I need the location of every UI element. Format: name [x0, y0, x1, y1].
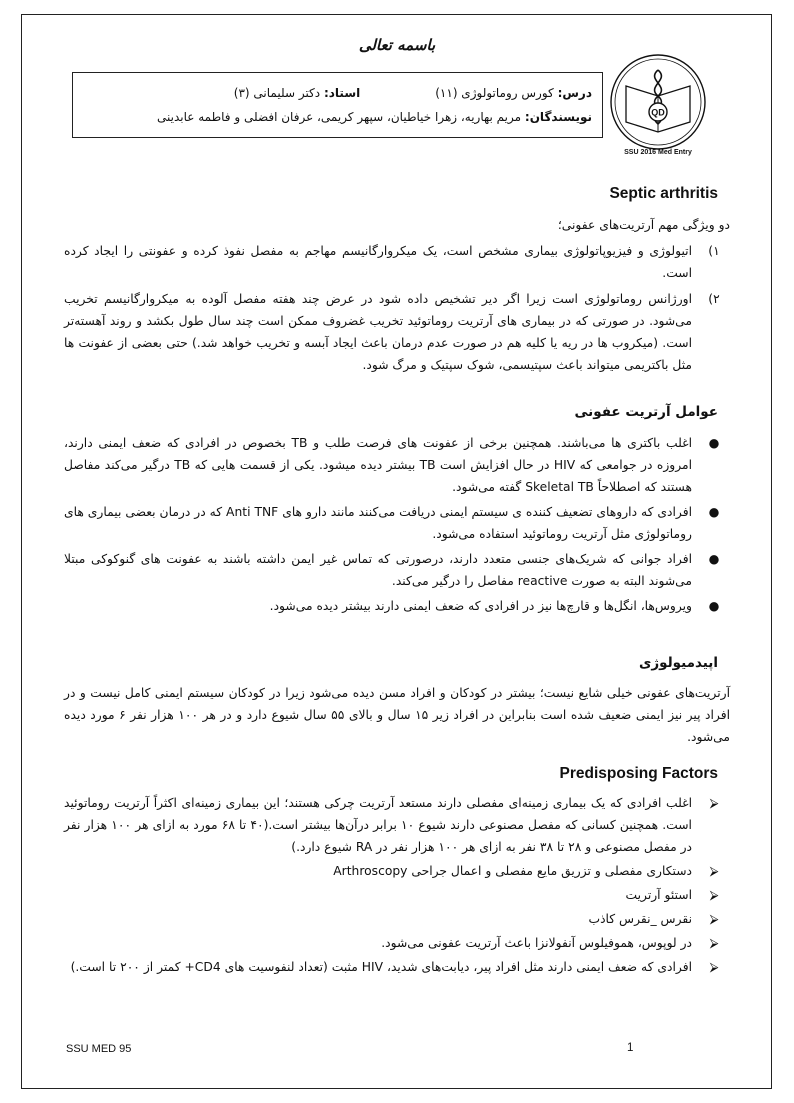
page-number: 1: [627, 1042, 634, 1054]
logo-caption: SSU 2016 Med Entry: [624, 149, 692, 156]
item-text: اغلب افرادی که یک بیماری زمینه‌ای مفصلی دارند مستعد آرتریت چرکی هستند؛ این بیماری زمینه‌ای اکثراً آرتریت روماتوئید است. همچنین کسانی که مفصل مصنوعی دارند شیوع ۱۰ برابر درآن‌ها بیشتر است.(۴۰ تا ۶۸ مورد به ازای هر ۱۰۰ هزار نفر در مفصل مصنوعی و ۲۸ تا ۳۸ نفر به ازای هر ۱۰۰ هزار نفر در RA شیوع دارد.): [64, 796, 692, 854]
item-text: افرادی که ضعف ایمنی دارند مثل افراد پیر، دیابت‌های شدید، HIV مثبت (تعداد لنفوسیت های CD4+ کمتر از ۲۰۰ تا است.): [70, 960, 692, 974]
item-text: در لوپوس، هموفیلوس آنفولانزا باعث آرتریت عفونی می‌شود.: [381, 936, 692, 950]
epidemiology-text: آرتریت‌های عفونی خیلی شایع نیست؛ بیشتر در کودکان و افراد مسن دیده می‌شود زیرا در کودکان سیستم ایمنی کامل نیست و در افراد پیر نیز ایمنی ضعیف شده است بنابراین در افراد زیر ۱۵ سال و بالای ۵۵ سال شیوع دارد و در هر ۱۰۰ هزار نفر ۶ مورد دیده می‌شود.: [64, 686, 731, 744]
arrow-bullet-icon: ⮚: [709, 888, 719, 902]
teacher-value: دکتر سلیمانی (۳): [233, 86, 321, 100]
list-item: [64, 860, 730, 882]
item-text: اورژانس روماتولوژی است زیرا اگر دیر تشخیص داده شود در عرض چند هفته مفصل آلوده به میکروارگانیسم تخریب می‌شود. در صورتی که در بیماری های آرتریت روماتوئید تخریب غضروف ممکن است چند سال طول بکشد و روند آهسته‌تر است. (میکروب ها در ریه یا کلیه هم در صورت عدم درمان باعث ایجاد آبسه و تخریب خواهد شد.) حتی بعضی از عفونت ها مثل باکتریمی میتواند باعث سپتیسمی، شوک سپتیک و مرگ شود.: [64, 292, 692, 372]
footer-label: SSU MED 95: [66, 1043, 132, 1055]
item-text: اغلب باکتری ها می‌باشند. همچنین برخی از عفونت های فرصت طلب و TB بخصوص در افرادی که ضعف ایمنی دارند، امروزه در جوامعی که HIV در حال افزایش است TB بیشتر دیده میشود. یکی از قسمت هایی که TB درگیر می‌کند مفاصل هستند که اصطلاحاً Skeletal TB گفته می‌شود.: [64, 436, 693, 494]
bullet-icon: ●: [708, 436, 720, 450]
bismillah: باسمه تعالی: [358, 36, 436, 54]
epidemiology-heading: اپیدمیولوژی: [638, 655, 718, 671]
factors-heading: عوامل آرتریت عفونی: [574, 404, 718, 420]
factors-section: [64, 432, 730, 617]
list-item: [64, 908, 730, 930]
predisposing-section: [64, 792, 730, 978]
list-item: [64, 932, 730, 954]
ssu-logo-icon: [608, 52, 708, 160]
predisposing-heading: Predisposing Factors: [559, 765, 718, 782]
septic-intro: دو ویژگی مهم آرتریت‌های عفونی؛: [557, 218, 730, 232]
list-item: [64, 240, 730, 284]
arrow-bullet-icon: ⮚: [709, 912, 719, 926]
arrow-bullet-icon: ⮚: [709, 960, 719, 974]
list-item: [64, 501, 730, 545]
item-text: ویروس‌ها، انگل‌ها و قارچ‌ها نیز در افرادی که ضعف ایمنی دارند بیشتر دیده می‌شود.: [269, 599, 692, 613]
arrow-bullet-icon: ⮚: [709, 864, 719, 878]
list-item: [64, 595, 730, 617]
item-text: افرادی که داروهای تضعیف کننده ی سیستم ایمنی دریافت می‌کنند مانند دارو های Anti TNF که در درمان بعضی بیماری های روماتولوژی مثل آرتریت روماتوئید استفاده می‌شود.: [64, 505, 692, 541]
logo-monogram: QD: [651, 107, 665, 118]
item-marker: ۱): [708, 244, 720, 258]
item-marker: ۲): [708, 292, 720, 306]
epidemiology-section: [64, 682, 730, 748]
bullet-icon: ●: [708, 599, 720, 613]
list-item: [64, 432, 730, 498]
item-text: نقرس _نقرس کاذب: [588, 912, 692, 926]
course-row: [83, 81, 592, 105]
list-item: [64, 288, 730, 376]
course-label: درس:: [557, 86, 592, 100]
arrow-bullet-icon: ⮚: [709, 796, 719, 810]
authors-row: [83, 105, 592, 129]
item-text: دستکاری مفصلی و تزریق مایع مفصلی و اعمال جراحی Arthroscopy: [333, 864, 692, 878]
list-item: [64, 884, 730, 906]
bullet-icon: ●: [708, 552, 720, 566]
bullet-icon: ●: [708, 505, 720, 519]
authors-value: مریم بهاریه، زهرا خیاطیان، سپهر کریمی، عرفان افضلی و فاطمه عابدینی: [157, 110, 522, 124]
list-item: [64, 548, 730, 592]
arrow-bullet-icon: ⮚: [709, 936, 719, 950]
list-item: [64, 792, 730, 858]
list-item: [64, 956, 730, 978]
teacher-label: استاد:: [323, 86, 361, 100]
authors-label: نویسندگان:: [524, 110, 592, 124]
item-text: اتیولوژی و فیزیوپاتولوژی بیماری مشخص است، یک میکروارگانیسم مهاجم به مفصل نفوذ کرده و عفونتی را ایجاد کرده است.: [64, 244, 692, 280]
septic-heading: Septic arthritis: [609, 185, 718, 202]
septic-section: [64, 214, 730, 376]
item-text: افراد جوانی که شریک‌های جنسی متعدد دارند، درصورتی که تماس غیر ایمن داشته باشند به عفونت های گنوکوکی مبتلا می‌شوند البته به صورت reactive مفاصل را درگیر می‌کند.: [64, 552, 692, 588]
course-info-box: [72, 72, 603, 138]
item-text: استئو آرتریت: [625, 888, 692, 902]
course-value: کورس روماتولوژی (۱۱): [435, 86, 554, 100]
